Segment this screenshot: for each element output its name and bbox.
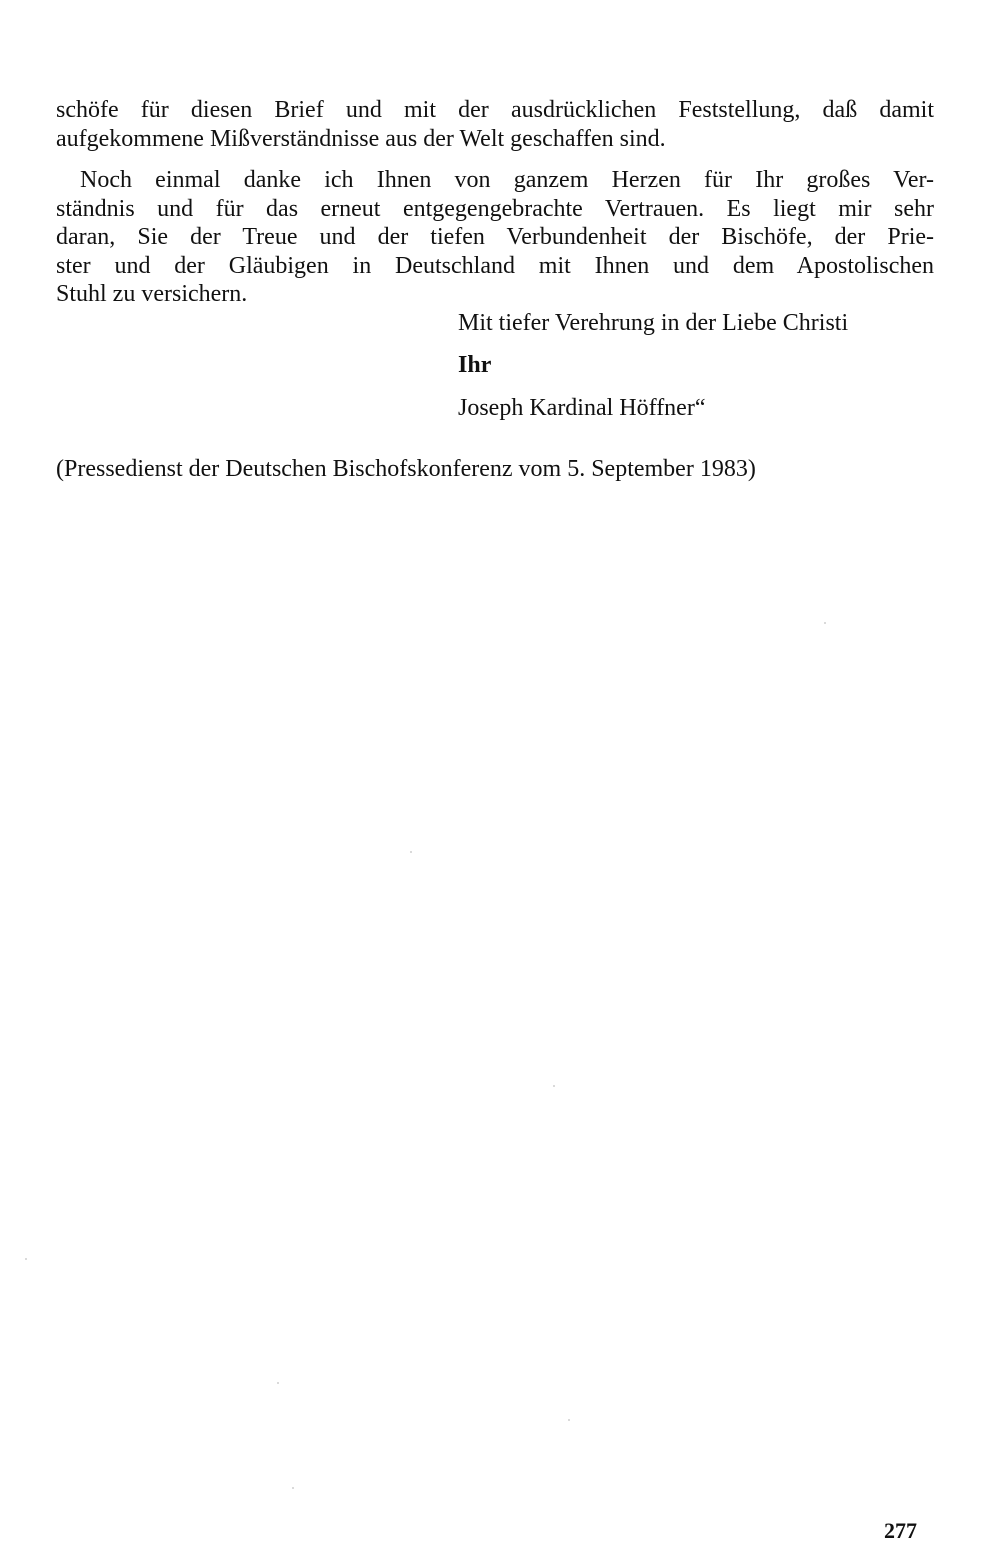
scan-speck [25, 1258, 27, 1260]
paragraph-2-line-3: daran, Sie der Treue und der tiefen Verbundenheit der Bischöfe, der Prie- [56, 224, 934, 250]
paragraph-2-line-5: Stuhl zu versichern. [56, 281, 248, 307]
page-number: 277 [884, 1518, 917, 1543]
closing-pronoun: Ihr [458, 352, 492, 378]
paragraph-2-line-2: ständnis und für das erneut entgegengebrachte Vertrauen. Es liegt mir sehr [56, 195, 934, 222]
scan-speck [292, 1487, 294, 1489]
source-note: (Pressedienst der Deutschen Bischofskonferenz vom 5. September 1983) [56, 456, 756, 482]
paragraph-1 [56, 96, 934, 153]
signature-name: Joseph Kardinal Höffner“ [458, 395, 706, 421]
paragraph-2-line-4: ster und der Gläubigen in Deutschland mit Ihnen und dem Apostolischen [56, 252, 934, 279]
scan-speck [568, 1419, 570, 1421]
paragraph-1-line-1: schöfe für diesen Brief und mit der ausdrücklichen Feststellung, daß damit [56, 97, 934, 123]
paragraph-2 [56, 166, 934, 309]
scan-speck [824, 622, 826, 624]
scan-speck [410, 851, 412, 853]
closing-salutation: Mit tiefer Verehrung in der Liebe Christi [458, 310, 849, 336]
paragraph-1-line-2: aufgekommene Mißverständnisse aus der Welt geschaffen sind. [56, 125, 666, 152]
scan-speck [277, 1382, 279, 1384]
paragraph-2-line-1: Noch einmal danke ich Ihnen von ganzem Herzen für Ihr großes Ver- [80, 167, 934, 193]
scan-speck [553, 1085, 555, 1087]
